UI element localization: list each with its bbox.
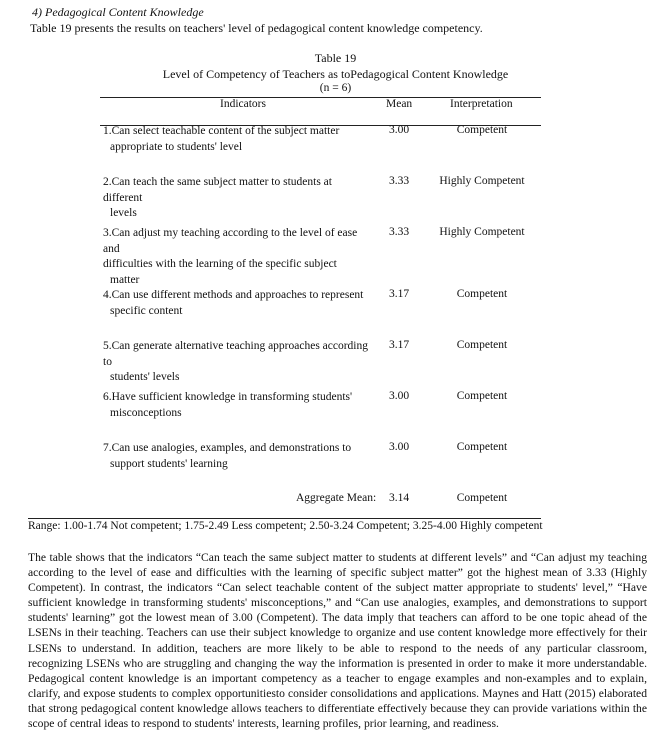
aggregate-mean: 3.14 xyxy=(389,492,410,504)
interpretation-cell: Highly Competent xyxy=(439,226,525,238)
interpretation-cell: Competent xyxy=(456,390,508,402)
indicator-line: difficulties with the learning of the specific subject xyxy=(103,258,337,270)
indicator-line: misconceptions xyxy=(110,406,182,419)
range-note: Range: 1.00-1.74 Not competent; 1.75-2.49 Less competent; 2.50-3.24 Competent; 3.25-4.00 Highly competent xyxy=(28,520,543,532)
indicator-line: support students' learning xyxy=(110,457,228,470)
indicator-cell xyxy=(103,226,373,288)
indicator-line: 1.Can select teachable content of the subject matter xyxy=(103,125,340,137)
table-caption-title: Level of Competency of Teachers as toPedagogical Content Knowledge xyxy=(162,67,509,81)
mean-cell: 3.17 xyxy=(389,339,410,351)
header-interpretation: Interpretation xyxy=(450,98,513,110)
interpretation-cell: Competent xyxy=(456,288,508,300)
aggregate-interpretation: Competent xyxy=(456,492,508,504)
indicator-line: appropriate to students' level xyxy=(110,140,243,153)
indicator-line: and xyxy=(103,242,120,255)
table-caption-number: Table 19 xyxy=(314,51,357,65)
interpretation-cell: Competent xyxy=(456,441,508,453)
indicator-line: 2.Can teach the same subject matter to students at xyxy=(103,176,332,188)
mean-cell: 3.17 xyxy=(389,288,410,300)
table-bottom-rule xyxy=(28,518,541,519)
indicator-cell xyxy=(103,441,373,472)
interpretation-cell: Competent xyxy=(456,339,508,351)
interpretation-cell: Competent xyxy=(456,124,508,136)
indicator-line: 5.Can generate alternative teaching approaches according xyxy=(103,340,369,352)
indicator-line: specific content xyxy=(110,304,183,317)
indicator-line: 6.Have sufficient knowledge in transforming students' xyxy=(103,391,353,403)
indicator-cell xyxy=(103,390,373,421)
indicator-cell xyxy=(103,175,373,222)
section-heading: 4) Pedagogical Content Knowledge xyxy=(32,5,204,19)
indicator-line: 3.Can adjust my teaching according to the level of ease xyxy=(103,227,358,239)
mean-cell: 3.33 xyxy=(389,175,410,187)
indicator-line: levels xyxy=(110,207,137,219)
indicator-line: students' levels xyxy=(110,371,180,383)
indicator-line: to xyxy=(103,355,112,368)
indicator-cell xyxy=(103,124,373,155)
interpretation-cell: Highly Competent xyxy=(439,175,525,187)
indicator-cell xyxy=(103,288,373,319)
indicator-line: 7.Can use analogies, examples, and demonstrations to xyxy=(103,442,352,454)
header-mean: Mean xyxy=(386,98,413,110)
aggregate-label: Aggregate Mean: xyxy=(296,492,377,504)
indicator-line: 4.Can use different methods and approaches to represent xyxy=(103,289,364,301)
mean-cell: 3.33 xyxy=(389,226,410,238)
discussion-paragraph: The table shows that the indicators “Can teach the same subject matter to students at different levels” and “Can adjust my teaching according to the level of ease and difficulties with the learning of specific subject matter” got the highest mean of 3.33 (Highly Competent). In contrast, the indicators “Can select teachable content of the subject matter appropriate to students' level,” “Have sufficient knowledge in transforming students' misconceptions,” and “Can use analogies, examples, and demonstrations to support students' learning” got the lowest mean of 3.00 (Competent). The data imply that teachers can afford to be one topic ahead of the LSENs in their teaching. Teachers can use their subject knowledge to organize and use content knowledge more effectively for their LSENs to understand. In addition, teachers are more likely to be able to respond to the needs of any particular classroom, recognizing LSENs who are struggling and changing the way the information is presented in order to make it more understandable. Pedagogical content knowledge is an important competency as a teacher to engage examples and non-examples and to explain, clarify, and expose students to complex opportunitiesto consider consolidations and applications. Maynes and Hatt (2015) elaborated that strong pedagogical content knowledge allows teachers to differentiate effectively because they can provide variations within the scope of central ideas to respond to students' interests, learning profiles, prior learning, and readiness. xyxy=(28,551,647,731)
mean-cell: 3.00 xyxy=(389,390,410,402)
mean-cell: 3.00 xyxy=(389,124,410,136)
header-indicators: Indicators xyxy=(220,98,266,110)
mean-cell: 3.00 xyxy=(389,441,410,453)
intro-text: Table 19 presents the results on teachers' level of pedagogical content knowledge competency. xyxy=(30,21,483,35)
indicator-line: different xyxy=(103,191,143,204)
indicator-cell xyxy=(103,339,373,386)
table-caption-n: (n = 6) xyxy=(319,82,352,94)
indicator-line: matter xyxy=(110,273,140,286)
